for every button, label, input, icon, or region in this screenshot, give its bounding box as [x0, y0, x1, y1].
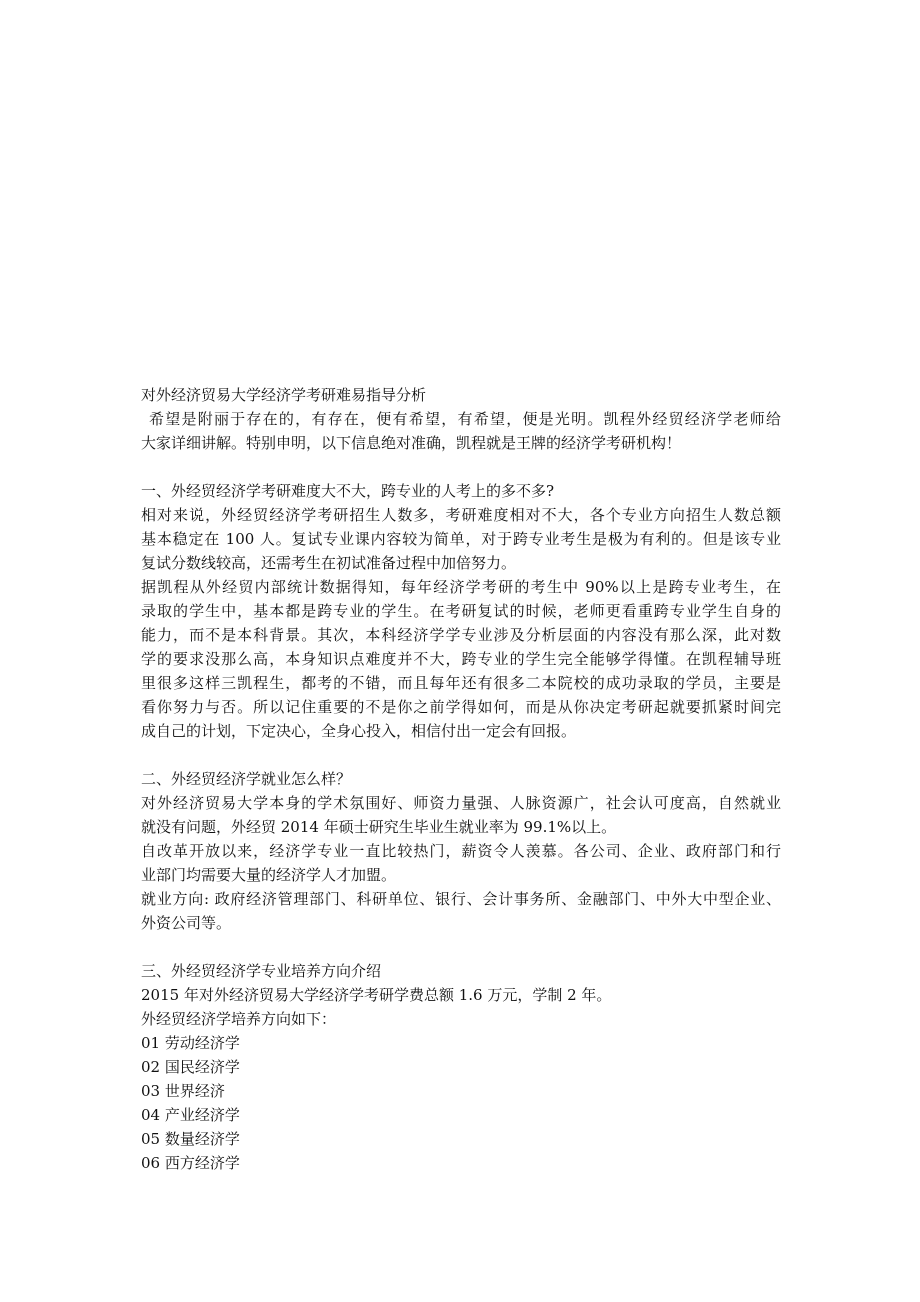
section-heading: 一、外经贸经济学考研难度大不大，跨专业的人考上的多不多? — [141, 482, 555, 500]
direction-item: 03 世界经济 — [141, 1082, 225, 1100]
intro-line: 大家详细讲解。特别申明，以下信息绝对准确，凯程就是王牌的经济学考研机构！ — [141, 434, 682, 452]
paragraph-line: 录取的学生中，基本都是跨专业的学生。在考研复试的时候，老师更看重跨专业学生自身的 — [141, 602, 781, 620]
paragraph-line: 就没有问题，外经贸 2014 年硕士研究生毕业生就业率为 99.1%以上。 — [141, 818, 617, 836]
paragraph-line: 据凯程从外经贸内部统计数据得知，每年经济学考研的考生中 90%以上是跨专业考生，在 — [141, 578, 781, 596]
paragraph-line: 学的要求没那么高，本身知识点难度并不大，跨专业的学生完全能够学得懂。在凯程辅导班 — [141, 650, 781, 668]
paragraph-line: 基本稳定在 100 人。复试专业课内容较为简单，对于跨专业考生是极为有利的。但是该专业 — [141, 530, 781, 548]
paragraph-line: 2015 年对外经济贸易大学经济学考研学费总额 1.6 万元，学制 2 年。 — [141, 986, 612, 1004]
document-title: 对外经济贸易大学经济学考研难易指导分析 — [141, 386, 427, 404]
intro-line: 希望是附丽于存在的，有存在，便有希望，有希望，便是光明。凯程外经贸经济学老师给 — [149, 410, 781, 428]
paragraph-line: 能力，而不是本科背景。其次，本科经济学学专业涉及分析层面的内容没有那么深，此对数 — [141, 626, 781, 644]
direction-item: 04 产业经济学 — [141, 1106, 240, 1124]
blank-line — [141, 935, 781, 959]
paragraph-line: 外经贸经济学培养方向如下： — [141, 1010, 337, 1028]
section-heading: 二、外经贸经济学就业怎么样？ — [141, 770, 352, 788]
paragraph-line: 业部门均需要大量的经济学人才加盟。 — [141, 866, 397, 884]
paragraph-line: 复试分数线较高，还需考生在初试准备过程中加倍努力。 — [141, 554, 517, 572]
document-body — [141, 383, 781, 1175]
paragraph-line: 就业方向: 政府经济管理部门、科研单位、银行、会计事务所、金融部门、中外大中型企业、 — [141, 890, 781, 908]
paragraph-line: 对外经济贸易大学本身的学术氛围好、师资力量强、人脉资源广，社会认可度高，自然就业 — [141, 794, 781, 812]
direction-item: 05 数量经济学 — [141, 1130, 240, 1148]
section-heading: 三、外经贸经济学专业培养方向介绍 — [141, 962, 382, 980]
blank-line — [141, 455, 781, 479]
paragraph-line: 里很多这样三凯程生，都考的不错，而且每年还有很多二本院校的成功录取的学员，主要是 — [141, 674, 781, 692]
direction-item: 06 西方经济学 — [141, 1154, 240, 1172]
paragraph-line: 外资公司等。 — [141, 914, 232, 932]
paragraph-line: 自改革开放以来，经济学专业一直比较热门，薪资令人羡慕。各公司、企业、政府部门和行 — [141, 842, 781, 860]
paragraph-line: 相对来说，外经贸经济学考研招生人数多，考研难度相对不大，各个专业方向招生人数总额 — [141, 506, 781, 524]
blank-line — [141, 743, 781, 767]
direction-item: 02 国民经济学 — [141, 1058, 240, 1076]
paragraph-line: 看你努力与否。所以记住重要的不是你之前学得如何，而是从你决定考研起就要抓紧时间完 — [141, 698, 781, 716]
direction-item: 01 劳动经济学 — [141, 1034, 240, 1052]
paragraph-line: 成自己的计划，下定决心，全身心投入，相信付出一定会有回报。 — [141, 722, 577, 740]
